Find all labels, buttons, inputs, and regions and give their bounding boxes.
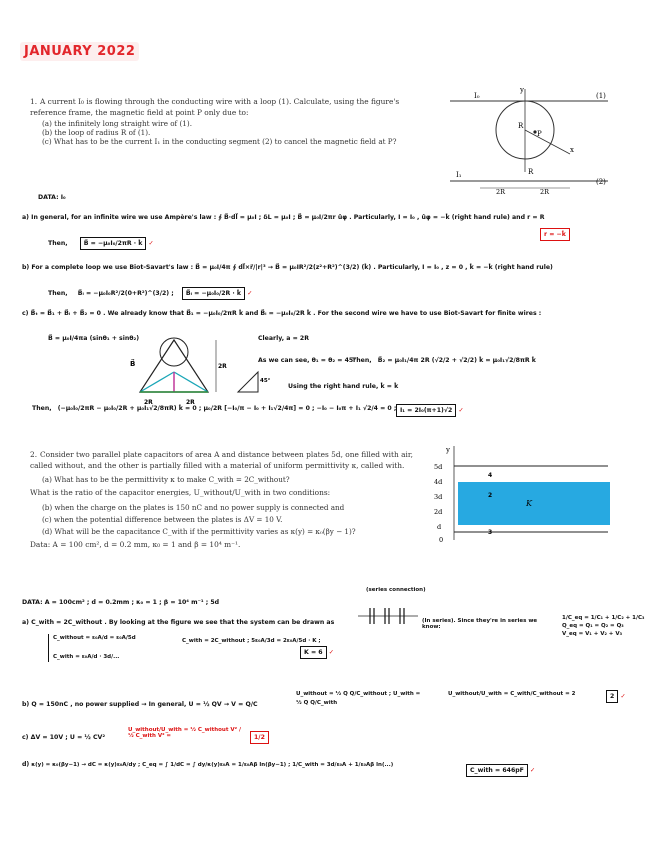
sol2-c-ratio: U_without/U_with = ½ C_without V² / ½ C_with V² =: [128, 727, 241, 739]
tri-side-2: 2R: [186, 399, 195, 406]
tri-side-1: 2R: [144, 399, 153, 406]
sol2-d-line: d) κ(y) = κ₀(βy−1) → dC = κ(y)ε₀A/dy ; C_eq = ∫ 1/dC = ∫ dy/κ(y)ε₀A = 1/ε₀Aβ ln(βy−1) ; 1/C_with = 3d/ε₀A + 1/ε₀Aβ ln(...): [22, 761, 394, 768]
fig1-I1: I₁: [456, 171, 462, 179]
sol1-a-line: a) In general, for an infinite wire we use Ampère's law : ∮ B⃗·dl⃗ = μ₀I ; δL = μ₀I ; B⃗ = μ₀I/2πr ûφ . Particularly, I = I₀ , ûφ = −k̂ (right hand rule) and r = R: [22, 214, 545, 221]
question-1: [30, 97, 430, 147]
question-2-number: 2.: [30, 450, 38, 459]
cap-k-label: K: [526, 499, 532, 508]
question-2-part-c: (c) when the potential difference between the plates is ΔV = 10 V.: [42, 514, 283, 524]
small-triangle: [238, 372, 258, 392]
question-1-number: 1.: [30, 97, 38, 106]
question-1-part-c: (c) What has to be the current I₁ in the conducting segment (2) to cancel the magnetic field at P?: [42, 137, 397, 146]
fig1-seg-2: 2R: [540, 188, 550, 196]
cap-tick-4d: 4d: [434, 478, 443, 486]
sol2-a-answer: K = 6 ✓: [300, 646, 334, 659]
sol1-c-answer: I₁ = 2I₀(π+1)√2 ✓: [396, 404, 464, 417]
fig1-I0: I₀: [474, 92, 480, 100]
question-2-ratio: What is the ratio of the capacitor energies, U_without/U_with in two conditions:: [30, 488, 331, 497]
sol2-c-answer: [250, 731, 269, 744]
fig1-P-label: P: [537, 130, 542, 138]
fig1-seg-1: 2R: [496, 188, 506, 196]
sol1-b-result: Then, B⃗ₗ = −μ₀I₀R²/2(0+R²)^(3/2) ; B⃗ₗ = −μ₀I₀/2R · k̂ ✓: [48, 287, 252, 300]
sol2-a-cond: C_with = 2C_without ; 5ε₀A/3d = 2ε₀A/5d · K ;: [182, 638, 321, 644]
tri-teal-2: [174, 372, 208, 392]
figure-triangle: [130, 332, 240, 408]
sol2-a-box: K = 6: [300, 646, 327, 659]
sol1-data: DATA: I₀: [38, 194, 66, 201]
tri-loop: [160, 338, 188, 366]
sol1-c-angle: As we can see, θ₁ = θ₂ = 45°: [258, 357, 357, 364]
cap-region-2: 2: [488, 492, 493, 499]
tri-teal-1: [140, 372, 174, 392]
question-1-part-b: (b) the loop of radius R of (1).: [42, 128, 151, 137]
sol2-b-energies: U_without = ½ Q Q/C_without ; U_with = ½ Q Q/C_with: [296, 691, 421, 706]
cap-y-label: y: [446, 446, 450, 454]
fig1-y-label: y: [520, 86, 524, 94]
sol2-a-caps: C_without = ε₀A/d = ε₀A/5d C_with = ε₀A/d · 3d/...: [48, 634, 136, 662]
figure-capacitor: [428, 444, 628, 544]
question-2-stem: Consider two parallel plate capacitors of area A and distance between plates 5d, one filled with air, called without, and the other is partially filled with a material of uniform permittivity κ, called with.: [30, 450, 413, 470]
sol2-c-line: c) ΔV = 10V ; U = ½ CV²: [22, 734, 106, 741]
sol1-b-box: B⃗ₗ = −μ₀I₀/2R · k̂: [182, 287, 245, 300]
cap-dielectric: [458, 482, 610, 525]
cap-tick-5d: 5d: [434, 463, 443, 471]
sol2-b-ratio: U_without/U_with = C_with/C_without = 2: [448, 691, 576, 697]
sol1-a-note: r = −k̂: [540, 228, 570, 241]
sol2-a-formulas: 1/C_eq = 1/C₁ + 1/C₂ + 1/C₃ Q_eq = Q₁ = Q₂ = Q₃ V_eq = V₁ + V₂ + V₃: [562, 615, 645, 637]
question-2-part-a: (a) What has to be the permittivity κ to make C_with = 2C_without?: [42, 475, 290, 484]
figure-small-angle: [236, 370, 270, 396]
question-1-part-a: (a) the infinitely long straight wire of (1).: [42, 119, 192, 128]
question-2-part-b: (b) when the charge on the plates is 150 nC and no power supply is connected and: [42, 502, 345, 512]
sol2-d-answer: C_with = 646pF ✓: [466, 764, 535, 777]
sol1-c-b2: Then, B⃗₂ = μ₀I₁/4π 2R (√2/2 + √2/2) k̂ = μ₀I₁√2/8πR k̂: [352, 357, 536, 364]
tri-height-label: 2R: [218, 363, 227, 370]
sol2-b-line: b) Q = 150nC , no power supplied → In general, U = ½ QV → V = Q/C: [22, 701, 258, 708]
sol2-c-box: 1/2: [250, 731, 269, 744]
sol2-a-line: a) C_with = 2C_without . By looking at the figure we see that the system can be drawn as: [22, 619, 335, 626]
question-2-part-d: (d) What will be the capacitance C_with if the permittivity varies as κ(y) = κ₀(βy − 1)?: [42, 526, 356, 536]
sol1-c-finite: B⃗ = μ₀I/4πa (sinθ₁ + sinθ₂): [48, 335, 140, 342]
sol2-a-series: (In series). Since they're in series we know:: [422, 618, 538, 630]
sol1-b-line: b) For a complete loop we use Biot-Savart's law : B⃗ = μ₀I/4π ∮ dl⃗×r⃗/|r|³ → B⃗ = μ₀IR²/2(z²+R²)^(3/2) (k̂) . Particularly, I = I₀ , z = 0 , k̂ = −k̂ (right hand rule): [22, 264, 553, 271]
sol2-series-label: (series connection): [366, 587, 426, 593]
cap-region-3: 3: [488, 529, 493, 536]
fig1-x-label: x: [570, 146, 574, 154]
sol2-data: DATA: A = 100cm² ; d = 0.2mm ; κ₀ = 1 ; β = 10⁴ m⁻¹ ; 5d: [22, 599, 220, 606]
page-title: JANUARY 2022: [20, 42, 139, 61]
sol2-b-answer: 2 ✓: [606, 690, 626, 703]
question-2-data: Data: A = 100 cm², d = 0.2 mm, κ₀ = 1 and β = 10⁴ m⁻¹.: [30, 539, 241, 549]
sol2-d-box: C_with = 646pF: [466, 764, 528, 777]
tri-B-label: B⃗: [130, 360, 136, 368]
sol1-c-final: Then, (−μ₀I₀/2πR − μ₀I₀/2R + μ₀I₁√2/8πR) k̂ = 0 ; μ₀/2R [−I₀/π − I₀ + I₁√2/4π] = 0 ; −I₀ − I₀π + I₁ √2/4 = 0 ;: [32, 405, 397, 412]
sol2-b-box: 2: [606, 690, 618, 703]
sol1-c-line: c) B⃗ₜ = B⃗₁ + B⃗ₗ + B⃗₂ = 0 . We already know that B⃗₁ = −μ₀I₀/2πR k̂ and B⃗ₗ = −μ₀I₀/2R k̂ . For the second wire we have to use Biot-Savart for finite wires :: [22, 310, 542, 317]
fig1-R-label-2: R: [528, 168, 534, 176]
x-axis: [525, 130, 570, 154]
cap-tick-3d: 3d: [434, 493, 443, 501]
fig1-R-label: R: [518, 122, 524, 130]
cap-tick-d: d: [437, 523, 442, 531]
question-1-stem: A current I₀ is flowing through the conducting wire with a loop (1). Calculate, using the figure's reference frame, the magnetic field at point P only due to:: [30, 97, 400, 117]
figure-series-capacitors: [358, 604, 418, 626]
cap-tick-2d: 2d: [434, 508, 443, 516]
sol1-c-rhr: Using the right hand rule, k̂ = k̂: [288, 383, 399, 390]
small-triangle-angle: 45°: [260, 378, 270, 384]
sol1-a-result: Then, B⃗ = −μ₀I₀/2πR · k̂ ✓: [48, 237, 154, 250]
figure-wire-loop: [440, 84, 620, 196]
sol1-c-clearly: Clearly, a = 2R: [258, 335, 310, 342]
sol1-c-box: I₁ = 2I₀(π+1)√2: [396, 404, 456, 417]
cap-region-4: 4: [488, 472, 493, 479]
fig1-tag-1: (1): [596, 92, 606, 100]
sol1-a-box: B⃗ = −μ₀I₀/2πR · k̂: [80, 237, 147, 250]
cap-tick-0: 0: [439, 536, 444, 544]
question-2: [30, 450, 420, 550]
fig1-tag-2: (2): [596, 178, 606, 186]
